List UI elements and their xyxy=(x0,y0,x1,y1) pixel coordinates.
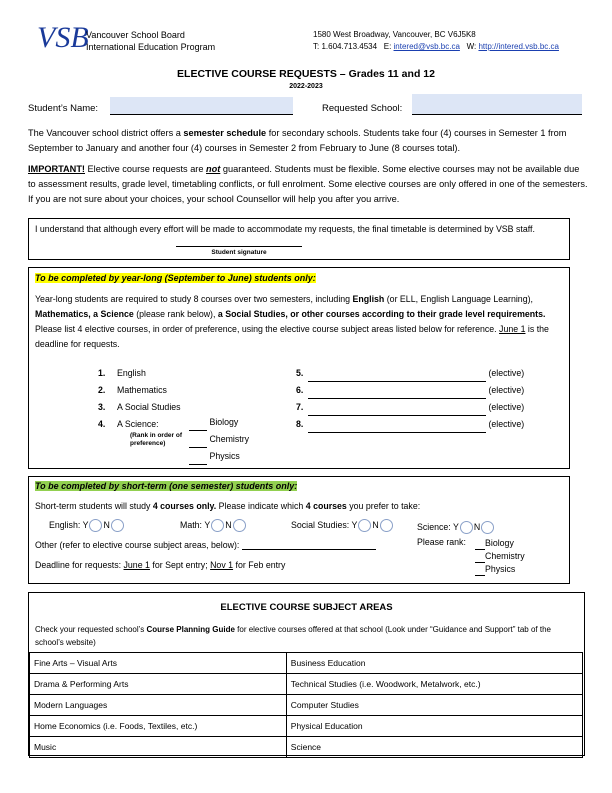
english-no-radio[interactable] xyxy=(111,519,124,532)
school-year: 2022-2023 xyxy=(289,83,323,90)
social-no-radio[interactable] xyxy=(380,519,393,532)
math-yes-radio[interactable] xyxy=(211,519,224,532)
list-item: 2. Mathematics xyxy=(98,385,167,395)
subject-areas-table xyxy=(29,652,583,758)
phone: T: 1.604.713.4534 xyxy=(313,42,378,51)
social-yes-radio[interactable] xyxy=(358,519,371,532)
table-cell: Music xyxy=(30,737,287,758)
other-course-row: Other (refer to elective course subject areas, below): xyxy=(35,540,376,550)
shortterm-heading: To be completed by short-term (one semester) students only: xyxy=(35,481,298,491)
intro-text xyxy=(28,126,588,207)
requested-school-underline xyxy=(412,114,582,115)
table-row xyxy=(30,674,583,695)
shortterm-section xyxy=(28,476,570,584)
org-line-2: International Education Program xyxy=(86,42,216,52)
signature-label: Student signature xyxy=(211,249,267,256)
elective-line[interactable]: 6. (elective) xyxy=(296,382,524,399)
please-rank-label: Please rank: xyxy=(417,537,466,547)
english-yes-radio[interactable] xyxy=(89,519,102,532)
shortterm-science-rank xyxy=(475,537,525,576)
table-cell: Drama & Performing Arts xyxy=(30,674,287,695)
list-item[interactable]: Biology xyxy=(189,414,249,431)
math-no-radio[interactable] xyxy=(233,519,246,532)
other-course-line[interactable] xyxy=(242,549,376,550)
student-name-field[interactable] xyxy=(110,97,293,114)
science-no-radio[interactable] xyxy=(481,521,494,534)
student-name-underline xyxy=(110,114,293,115)
website-link[interactable]: http://intered.vsb.bc.ca xyxy=(478,42,559,51)
elective-line[interactable]: 8. (elective) xyxy=(296,416,524,433)
requested-school-label: Requested School: xyxy=(322,103,403,114)
org-line-1: Vancouver School Board xyxy=(86,30,185,40)
table-cell: Modern Languages xyxy=(30,695,287,716)
list-item[interactable]: Biology xyxy=(475,537,525,550)
math-choice: Math: Y N xyxy=(180,519,247,532)
english-choice: English: Y N xyxy=(49,519,125,532)
important-paragraph: IMPORTANT! Elective course requests are not guaranteed. Students must be flexible. Some elective courses may not be available due to assessment results, grade level, timetabling conflicts, or full enrolment. Some elective courses are only offered in one of the semesters. If you are not sure about your choices, your school Counsellor will help you after you arrive. xyxy=(28,164,588,204)
semester-paragraph: The Vancouver school district offers a semester schedule for secondary schools. Students take four (4) courses in Semester 1 from September to January and another four (4) courses in Semester 2 from February to June (8 courses total). xyxy=(28,128,567,153)
table-cell: Computer Studies xyxy=(286,695,582,716)
yearlong-instructions: Year-long students are required to study 8 courses over two semesters, including English (or ELL, English Language Learning), Mathematics, a Science (please rank below), a Social Studies, or other courses according to their grade level requirements. Please list 4 elective courses, in order of preference, using the elective course subject areas listed below for reference. June 1 is the deadline for requests. xyxy=(35,294,549,349)
table-cell: Fine Arts – Visual Arts xyxy=(30,653,287,674)
email-label: E: xyxy=(383,42,392,51)
yearlong-heading: To be completed by year-long (September to June) students only: xyxy=(35,273,316,283)
table-row xyxy=(30,653,583,674)
list-item[interactable]: Chemistry xyxy=(189,431,249,448)
science-choice: Science: Y N xyxy=(417,521,495,534)
list-item[interactable]: Chemistry xyxy=(475,550,525,563)
table-row xyxy=(30,716,583,737)
web-label: W: xyxy=(466,42,477,51)
requested-school-field[interactable] xyxy=(412,94,582,114)
elective-line[interactable]: 7. (elective) xyxy=(296,399,524,416)
rank-note: (Rank in order of preference) xyxy=(130,432,183,447)
elective-list xyxy=(296,365,524,433)
table-cell: Physical Education xyxy=(286,716,582,737)
student-name-label: Student’s Name: xyxy=(28,103,99,114)
list-item: 1. English xyxy=(98,368,146,378)
signature-line[interactable] xyxy=(176,246,302,247)
contact-info xyxy=(313,29,559,53)
acknowledgement-text: I understand that although every effort will be made to accommodate my requests, the final timetable is determined by VSB staff. xyxy=(35,224,535,234)
list-item[interactable]: Physics xyxy=(189,448,249,465)
table-cell: Technical Studies (i.e. Woodwork, Metalwork, etc.) xyxy=(286,674,582,695)
list-item[interactable]: Physics xyxy=(475,563,525,576)
address: 1580 West Broadway, Vancouver, BC V6J5K8 xyxy=(313,30,476,39)
vsb-logo xyxy=(36,14,89,54)
list-item: 4. A Science: xyxy=(98,419,159,429)
deadline-text: Deadline for requests: June 1 for Sept entry; Nov 1 for Feb entry xyxy=(35,560,286,570)
table-cell: Business Education xyxy=(286,653,582,674)
subject-areas-intro: Check your requested school’s Course Planning Guide for elective courses offered at that school (Look under “Guidance and Support” tab of the school’s website) xyxy=(35,625,551,647)
table-row xyxy=(30,737,583,758)
email-link[interactable]: intered@vsb.bc.ca xyxy=(393,42,460,51)
science-yes-radio[interactable] xyxy=(460,521,473,534)
science-rank-list xyxy=(189,414,249,465)
yearlong-section xyxy=(28,267,570,469)
shortterm-instructions: Short-term students will study 4 courses only. Please indicate which 4 courses you prefer to take: xyxy=(35,501,421,511)
logo-text: VSB xyxy=(37,21,89,54)
table-cell: Science xyxy=(286,737,582,758)
organization-name xyxy=(86,29,215,53)
elective-line[interactable]: 5. (elective) xyxy=(296,365,524,382)
acknowledgement-box xyxy=(28,218,570,260)
required-courses-list xyxy=(98,365,181,433)
table-cell: Home Economics (i.e. Foods, Textiles, etc.) xyxy=(30,716,287,737)
table-row xyxy=(30,695,583,716)
subject-areas-title: ELECTIVE COURSE SUBJECT AREAS xyxy=(220,602,393,613)
social-studies-choice: Social Studies: Y N xyxy=(291,519,394,532)
list-item: 3. A Social Studies xyxy=(98,402,181,412)
form-title: ELECTIVE COURSE REQUESTS – Grades 11 and 12 xyxy=(177,68,435,80)
subject-areas-section xyxy=(28,592,585,756)
